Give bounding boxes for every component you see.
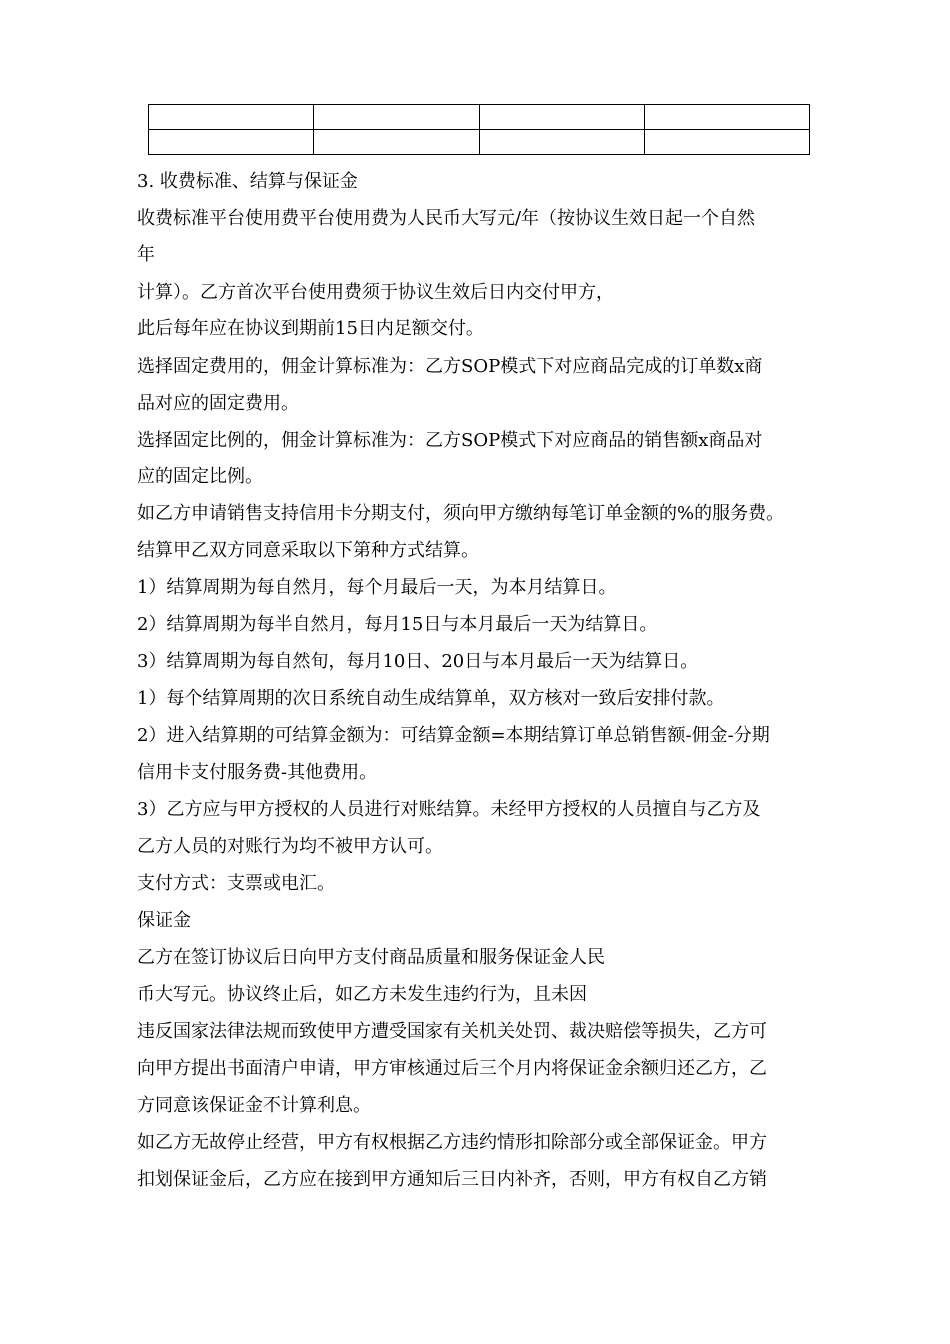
text-line: 选择固定费用的，佣金计算标准为：乙方SOP模式下对应商品完成的订单数x商 xyxy=(137,356,763,377)
text-line: 如乙方无故停止经营，甲方有权根据乙方违约情形扣除部分或全部保证金。甲方 xyxy=(137,1132,767,1153)
table-row xyxy=(149,105,810,130)
table-cell xyxy=(149,105,314,130)
text-line: 2）结算周期为每半自然月，每月15日与本月最后一天为结算日。 xyxy=(137,614,658,635)
table-cell xyxy=(314,105,479,130)
text-line: 年 xyxy=(137,244,155,265)
empty-table xyxy=(148,104,810,155)
section-heading: 保证金 xyxy=(137,910,191,931)
table-row xyxy=(149,130,810,155)
text-line: 信用卡支付服务费-其他费用。 xyxy=(137,762,378,783)
text-line: 1）结算周期为每自然月，每个月最后一天，为本月结算日。 xyxy=(137,577,617,598)
text-line: 3）结算周期为每自然旬，每月10日、20日与本月最后一天为结算日。 xyxy=(137,651,699,672)
table-cell xyxy=(314,130,479,155)
table-cell xyxy=(479,130,644,155)
table-cell xyxy=(644,130,809,155)
table-cell xyxy=(644,105,809,130)
table-cell xyxy=(149,130,314,155)
text-line: 如乙方申请销售支持信用卡分期支付，须向甲方缴纳每笔订单金额的%的服务费。 xyxy=(137,503,785,524)
table-cell xyxy=(479,105,644,130)
text-line: 2）进入结算期的可结算金额为：可结算金额=本期结算订单总销售额-佣金-分期 xyxy=(137,725,770,746)
text-line: 此后每年应在协议到期前15日内足额交付。 xyxy=(137,318,484,339)
section-heading: 3. 收费标准、结算与保证金 xyxy=(137,171,358,192)
text-line: 扣划保证金后，乙方应在接到甲方通知后三日内补齐，否则，甲方有权自乙方销 xyxy=(137,1169,767,1190)
text-line: 乙方人员的对账行为均不被甲方认可。 xyxy=(137,836,443,857)
text-line: 支付方式：支票或电汇。 xyxy=(137,873,335,894)
text-line: 币大写元。协议终止后，如乙方未发生违约行为，且未因 xyxy=(137,984,587,1005)
text-line: 3）乙方应与甲方授权的人员进行对账结算。未经甲方授权的人员擅自与乙方及 xyxy=(137,799,761,820)
text-line: 向甲方提出书面清户申请，甲方审核通过后三个月内将保证金余额归还乙方，乙 xyxy=(137,1058,767,1079)
text-line: 违反国家法律法规而致使甲方遭受国家有关机关处罚、裁决赔偿等损失，乙方可 xyxy=(137,1021,767,1042)
text-line: 收费标准平台使用费平台使用费为人民币大写元/年（按协议生效日起一个自然 xyxy=(137,208,756,229)
text-line: 品对应的固定费用。 xyxy=(137,393,299,414)
text-line: 乙方在签订协议后日向甲方支付商品质量和服务保证金人民 xyxy=(137,947,605,968)
text-line: 1）每个结算周期的次日系统自动生成结算单，双方核对一致后安排付款。 xyxy=(137,688,725,709)
text-line: 选择固定比例的，佣金计算标准为：乙方SOP模式下对应商品的销售额x商品对 xyxy=(137,430,763,451)
text-line: 方同意该保证金不计算利息。 xyxy=(137,1095,371,1116)
text-line: 计算）。乙方首次平台使用费须于协议生效后日内交付甲方， xyxy=(137,282,614,303)
text-line: 应的固定比例。 xyxy=(137,466,263,487)
text-line: 结算甲乙双方同意采取以下第种方式结算。 xyxy=(137,540,479,561)
